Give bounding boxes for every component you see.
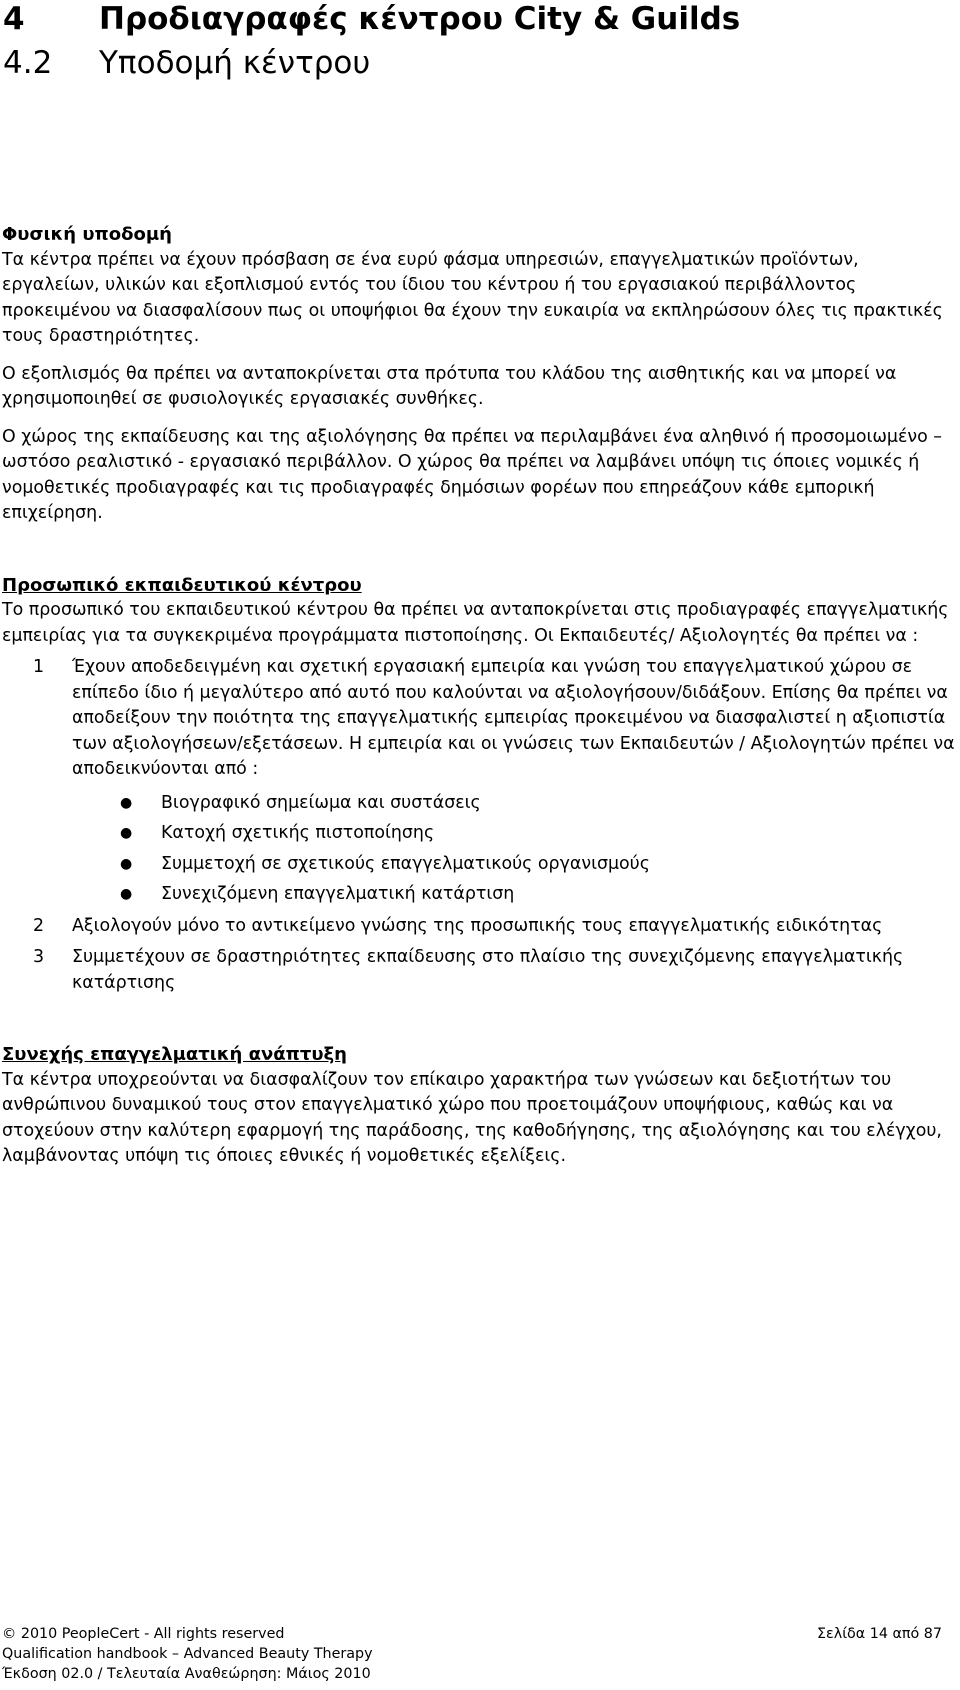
physical-paragraph-2: Ο εξοπλισμός θα πρέπει να ανταποκρίνεται στα πρότυπα του κλάδου της αισθητικής και να μπορεί να χρησιμοποιηθεί σε φυσιολογικές εργασιακές συνθήκες. [2,363,897,409]
list-item-text: Συμμετέχουν σε δραστηριότητες εκπαίδευσης στο πλαίσιο της συνεχιζόμενης επαγγελματικής κατάρτισης [72,947,904,993]
list-item [2,945,958,996]
staff-intro: Το προσωπικό του εκπαιδευτικού κέντρου θα πρέπει να ανταποκρίνεται στις προδιαγραφές επαγγελματικής εμπειρίας για τα συγκεκριμένα προγράμματα πιστοποίησης. Οι Εκπαιδευτές/ Αξιολογητές θα πρέπει να : [2,600,949,646]
physical-paragraph-1: Τα κέντρα πρέπει να έχουν πρόσβαση σε ένα ευρύ φάσμα υπηρεσιών, επαγγελματικών προϊόντων, εργαλείων, υλικών και εξοπλισμού εντός του ίδιου του κέντρου ή του εργασιακού περιβάλλοντος προκειμένου να διασφαλίσουν πως οι υποψήφιοι θα έχουν την ευκαιρία να εκπληρώσουν όλες τις πρακτικές τους δραστηριότητες. [2,249,943,346]
bullet-text: Βιογραφικό σημείωμα και συστάσεις [161,792,481,813]
bullet-text: Συνεχιζόμενη επαγγελματική κατάρτιση [161,884,515,904]
list-item-text: Έχουν αποδεδειγμένη και σχετική εργασιακή εμπειρία και γνώση του επαγγελματικού χώρου σε επίπεδο ίδιο ή μεγαλύτερο από αυτό που καλούνται να αξιολογήσουν/διδάξουν. Επίσης θα πρέπει να αποδείξουν την ποιότητα της επαγγελματικής εμπειρίας προκειμένου να διασφαλιστεί η αξιοπιστία των αξιολογήσεων/εξετάσεων. Η εμπειρία και οι γνώσεις των Εκπαιδευτών / Αξιολογητών πρέπει να αποδεικνύονται από : [72,657,955,779]
physical-paragraph-3: Ο χώρος της εκπαίδευσης και της αξιολόγησης θα πρέπει να περιλαμβάνει ένα αληθινό ή προσομοιωμένο – ωστόσο ρεαλιστικό - εργασιακό περιβάλλον. Ο χώρος θα πρέπει να λαμβάνει υπόψη τις όποιες νομικές ή νομοθετικές προδιαγραφές και τις προδιαγραφές δημόσιων φορέων που επηρεάζουν κάθε εμπορική επιχείρηση. [2,426,942,523]
bullet-item [72,821,958,847]
footer-page-number: Σελίδα 14 από 87 [816,1626,942,1642]
bullet-icon: ● [120,794,133,811]
chapter-title: Προδιαγραφές κέντρου City & Guilds [99,1,741,37]
list-item [2,914,958,940]
chapter-heading [3,0,740,38]
section-number: 4.2 [3,45,53,81]
list-item-number: 2 [33,915,45,936]
evidence-bullet-list [72,791,958,908]
staff-requirements-list [2,655,958,996]
bullet-icon: ● [120,825,133,841]
footer-handbook: Qualification handbook – Advanced Beauty Therapy [2,1646,373,1662]
list-item [2,655,958,908]
bullet-item [72,852,958,878]
body-content [2,222,958,1170]
section-title: Υποδομή κέντρου [99,45,371,81]
bullet-icon: ● [120,855,133,872]
physical-title: Φυσική υποδομή [2,224,172,245]
chapter-number: 4 [3,1,25,37]
footer-copyright: © 2010 PeopleCert - All rights reserved [2,1626,285,1642]
cpd-title: Συνεχής επαγγελματική ανάπτυξη [2,1044,347,1065]
footer-version: Έκδοση 02.0 / Τελευταία Αναθεώρηση: Μάιος 2010 [2,1666,371,1682]
bullet-item [72,882,958,908]
section-heading [3,44,370,82]
bullet-item [72,791,958,817]
list-item-text: Αξιολογούν μόνο το αντικείμενο γνώσης της προσωπικής τους επαγγελματικής ειδικότητας [72,915,883,936]
staff-title: Προσωπικό εκπαιδευτικού κέντρου [2,574,362,596]
bullet-icon: ● [120,886,133,902]
bullet-text: Συμμετοχή σε σχετικούς επαγγελματικούς οργανισμούς [161,853,650,874]
cpd-paragraph: Τα κέντρα υποχρεούνται να διασφαλίζουν τον επίκαιρο χαρακτήρα των γνώσεων και δεξιοτήτων του ανθρώπινου δυναμικού τους στον επαγγελματικό χώρο που προετοιμάζουν υποψήφιους, καθώς και να στοχεύουν στην καλύτερη εφαρμογή της παράδοσης, της καθοδήγησης, της αξιολόγησης και του ελέγχου, λαμβάνοντας υπόψη τις όποιες εθνικές ή νομοθετικές εξελίξεις. [2,1069,942,1166]
page-footer [2,1624,942,1684]
list-item-number: 1 [33,657,45,677]
bullet-text: Κατοχή σχετικής πιστοποίησης [161,823,435,843]
list-item-number: 3 [33,947,45,967]
